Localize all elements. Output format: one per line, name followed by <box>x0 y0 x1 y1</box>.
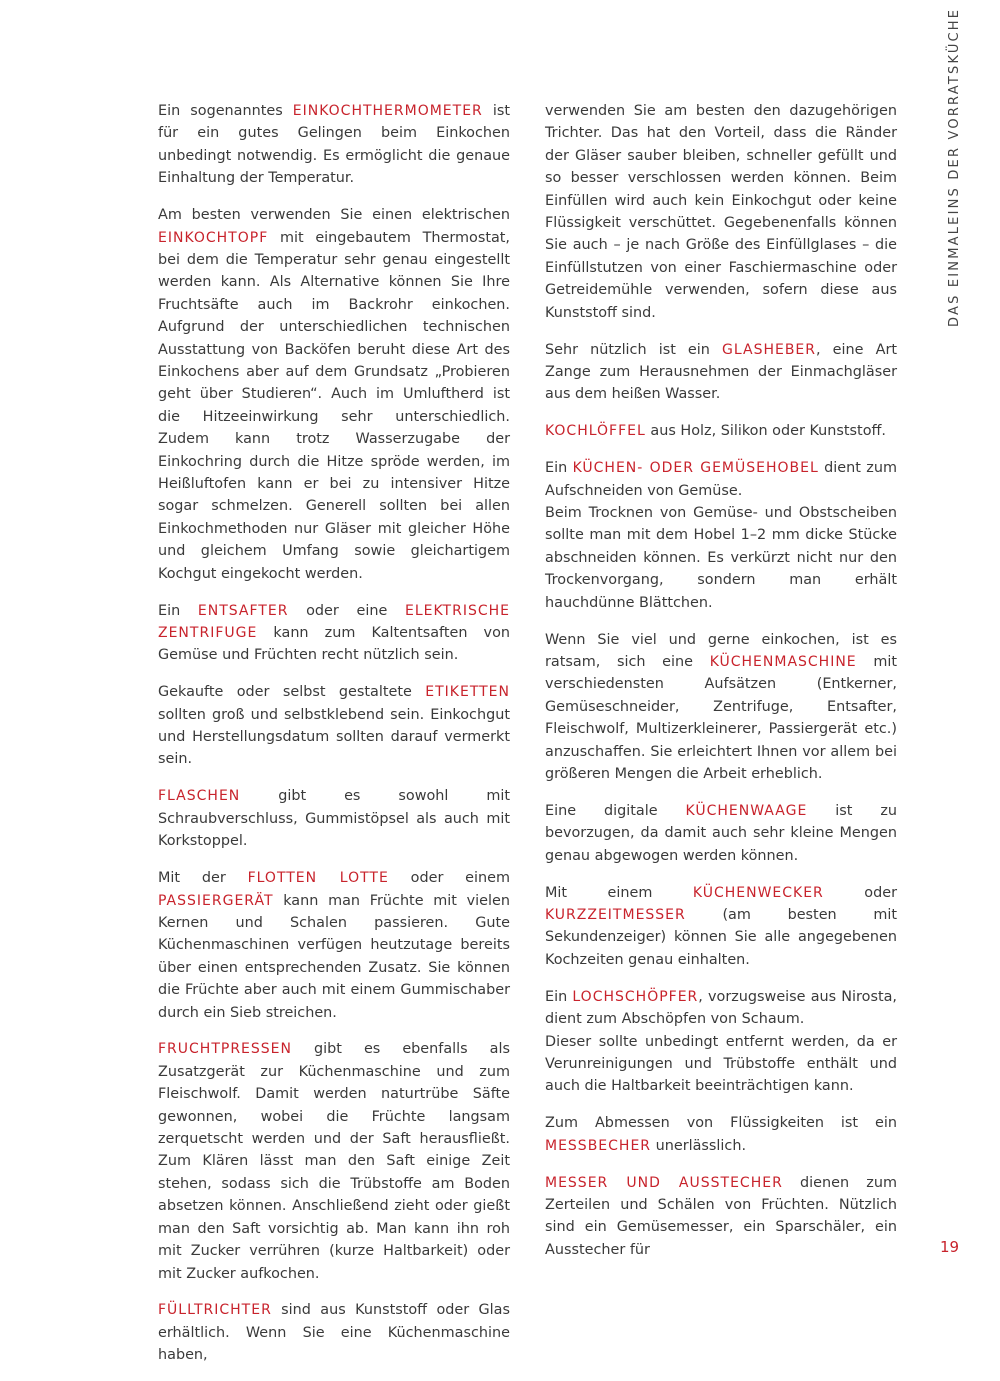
keyword-highlight: KÜCHENWAAGE <box>685 802 808 819</box>
paragraph: verwenden Sie am besten den dazugehörigen Trichter. Das hat den Vorteil, dass die Ränder der Gläser sauber bleiben, schneller gefüllt und so besser verschlossen werden können. Beim Einfüllen wird auch kein Einkochgut oder keine Flüssigkeit verschüttet. Gegebenenfalls können Sie auch – je nach Größe des Einfüllglases – die Einfüllstutzen von einer Faschiermaschine oder Getreidemühle verwenden, sofern diese aus Kunststoff sind. <box>545 103 897 321</box>
keyword-highlight: KÜCHENWECKER <box>692 884 824 901</box>
keyword-highlight: FÜLLTRICHTER <box>158 1302 272 1319</box>
keyword-highlight: EINKOCHTOPF <box>158 229 269 246</box>
left-text-column <box>158 100 510 1381</box>
paragraph: Eine digitale KÜCHENWAAGE ist zu bevorzugen, da damit auch sehr kleine Mengen genau abgewogen werden können. <box>545 802 898 864</box>
paragraph: Zum Abmessen von Flüssigkeiten ist ein MESSBECHER unerlässlich. <box>545 1115 897 1154</box>
keyword-highlight: LOCHSCHÖPFER <box>572 988 699 1005</box>
page-number: 19 <box>940 1238 960 1256</box>
keyword-highlight: GLASHEBER <box>722 341 816 358</box>
paragraph: Ein LOCHSCHÖPFER, vorzugsweise aus Nirosta, dient zum Abschöpfen von Schaum. Dieser sollte unbedingt entfernt werden, da er Verunreinigungen und Trübstoffe enthält und auch die Haltbarkeit beeinträchtigen kann. <box>545 988 897 1095</box>
keyword-highlight: ELEKTRISCHE ZENTRIFUGE <box>158 602 510 641</box>
paragraph: Sehr nützlich ist ein GLASHEBER, eine Art Zange zum Herausnehmen der Einmachgläser aus dem heißen Wasser. <box>545 341 898 403</box>
paragraph: Mit einem KÜCHENWECKER oder KURZZEITMESSER (am besten mit Sekundenzeiger) können Sie alle angegebenen Kochzeiten genau einhalten. <box>545 884 897 968</box>
paragraph: Ein KÜCHEN- ODER GEMÜSEHOBEL dient zum Aufschneiden von Gemüse. Beim Trocknen von Gemüse- und Obstscheiben sollte man mit dem Hobel 1–2 mm dicke Stücke abschneiden können. Es verkürzt nicht nur den Trockenvorgang, sondern man erhält hauchdünne Blättchen. <box>545 460 897 611</box>
paragraph: MESSER UND AUSSTECHER dienen zum Zerteilen und Schälen von Früchten. Nützlich sind ein Gemüsemesser, ein Sparschäler, ein Ausstecher für <box>545 1174 897 1258</box>
paragraph: Wenn Sie viel und gerne einkochen, ist es ratsam, sich eine KÜCHENMASCHINE mit verschiedensten Aufsätzen (Entkerner, Gemüseschneider, Zentrifuge, Entsafter, Fleischwolf, Multizerkleinerer, Passiergerät etc.) anzuschaffen. Sie erleichtert Ihnen vor allem bei größeren Mengen die Arbeit erheblich. <box>545 631 897 782</box>
keyword-highlight: ENTSAFTER <box>197 602 289 619</box>
keyword-highlight: KÜCHEN- ODER GEMÜSEHOBEL <box>572 460 819 477</box>
keyword-highlight: KURZZEITMESSER <box>545 907 686 923</box>
keyword-highlight: MESSER UND AUSSTECHER <box>545 1174 783 1191</box>
keyword-highlight: KOCHLÖFFEL <box>545 423 646 440</box>
paragraph: Ein sogenanntes EINKOCHTHERMOMETER ist für ein gutes Gelingen beim Einkochen unbedingt notwendig. Es ermöglicht die genaue Einhaltung der Temperatur. <box>158 103 510 187</box>
paragraph: KOCHLÖFFEL aus Holz, Silikon oder Kunststoff. <box>545 423 886 440</box>
paragraph: Mit der FLOTTEN LOTTE oder einem PASSIERGERÄT kann man Früchte mit vielen Kernen und Schalen passieren. Gute Küchenmaschinen verfügen heutzutage bereits über einen entsprechenden Zusatz. Sie können die Früchte aber auch mit einem Gummischaber durch ein Sieb streichen. <box>158 870 511 1021</box>
keyword-highlight: KÜCHENMASCHINE <box>709 653 857 670</box>
keyword-highlight: EINKOCHTHERMOMETER <box>292 103 483 119</box>
right-text-column <box>545 100 897 1276</box>
paragraph: Am besten verwenden Sie einen elektrischen EINKOCHTOPF mit eingebautem Thermostat, bei dem die Temperatur sehr genau eingestellt werden kann. Als Alternative können Sie Ihre Fruchtsäfte auch im Backrohr einkochen. Aufgrund der unterschiedlichen technischen Ausstattung von Backöfen beruht diese Art des Einkochens aber auf dem Grundsatz „Probieren geht über Studieren“. Auch im Umluftherd ist die Hitzeeinwirkung sehr unterschiedlich. Zudem kann trotz Wasserzugabe der Einkochring durch die Hitze spröde werden, im Heißluftofen kann er bei zu intensiver Hitze sogar schmelzen. Generell sollten bei allen Einkochmethoden nur Gläser mit gleicher Höhe und gleichem Umfang sowie gleichartigem Kochgut eingekocht werden. <box>158 207 510 582</box>
keyword-highlight: MESSBECHER <box>545 1137 652 1154</box>
paragraph: FÜLLTRICHTER sind aus Kunststoff oder Glas erhältlich. Wenn Sie eine Küchenmaschine haben, <box>158 1302 510 1364</box>
sidebar-chapter-title: DAS EINMALEINS DER VORRATSKÜCHE <box>947 7 962 327</box>
paragraph: FRUCHTPRESSEN gibt es ebenfalls als Zusatzgerät zur Küchenmaschine und zum Fleischwolf. Damit werden naturtrübe Säfte gewonnen, wobei die Früchte langsam zerquetscht werden und der Saft herausfließt. Zum Klären lässt man den Saft einige Zeit stehen, sodass sich die Trübstoffe am Boden absetzen können. Anschließend zieht oder gießt man den Saft vorsichtig ab. Man kann ihn roh mit Zucker verrühren (kurze Haltbarkeit) oder mit Zucker aufkochen. <box>158 1041 510 1282</box>
paragraph: FLASCHEN gibt es sowohl mit Schraubverschluss, Gummistöpsel als auch mit Korkstoppel. <box>158 788 510 850</box>
paragraph: Ein ENTSAFTER oder eine ELEKTRISCHE ZENTRIFUGE kann zum Kaltentsaften von Gemüse und Früchten recht nützlich sein. <box>158 602 510 664</box>
keyword-highlight: PASSIERGERÄT <box>158 892 274 909</box>
keyword-highlight: FLASCHEN <box>158 788 241 805</box>
keyword-highlight: ETIKETTEN <box>425 684 510 701</box>
keyword-highlight: FLOTTEN LOTTE <box>247 870 389 887</box>
paragraph: Gekaufte oder selbst gestaltete ETIKETTEN sollten groß und selbstklebend sein. Einkochgut und Herstellungsdatum sollten darauf vermerkt sein. <box>158 684 510 768</box>
keyword-highlight: FRUCHTPRESSEN <box>158 1041 292 1058</box>
